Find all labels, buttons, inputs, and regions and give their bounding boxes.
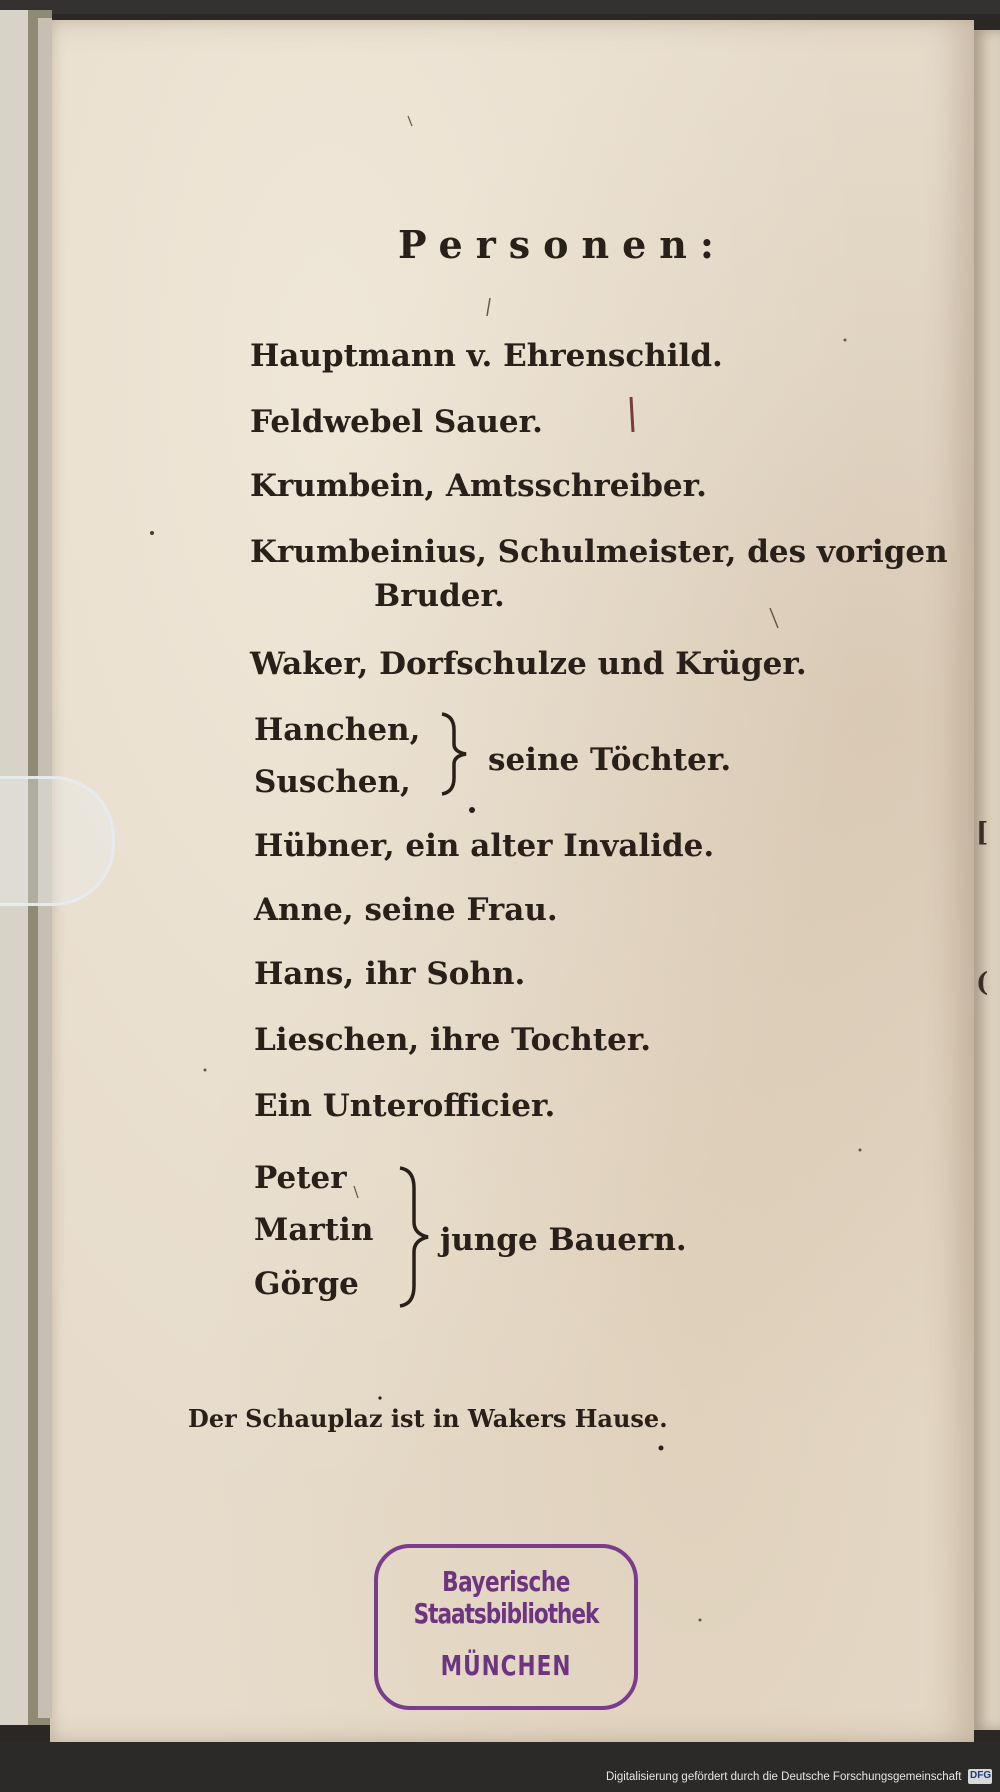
setting-note: Der Schauplaz ist in Wakers Hause.: [188, 1404, 668, 1433]
ink-mark: [770, 608, 778, 628]
ink-mark: [408, 116, 412, 126]
cast-name: Peter: [254, 1160, 347, 1196]
ink-mark: [354, 1186, 358, 1198]
ink-speck: [844, 339, 847, 342]
ink-speck: [859, 1149, 862, 1152]
curly-brace: [392, 1164, 434, 1310]
ink-speck: [378, 1396, 381, 1399]
page-clip: [0, 776, 115, 906]
cast-line: Anne, seine Frau.: [254, 892, 558, 928]
ink-mark: [631, 397, 633, 432]
cast-line: Waker, Dorfschulze und Krüger.: [250, 646, 807, 682]
brace-stroke: [442, 714, 466, 794]
cast-name: Hanchen,: [254, 712, 421, 748]
cast-group-label: seine Töchter.: [488, 742, 732, 778]
cast-line: Hans, ihr Sohn.: [254, 956, 526, 992]
scan-bottom-edge: [0, 1742, 1000, 1792]
dfg-logo-text: DFG: [970, 1770, 992, 1781]
cast-group-label: junge Bauern.: [440, 1222, 687, 1258]
curly-brace: [436, 710, 472, 798]
ink-speck: [469, 807, 475, 813]
digitization-credit: Digitalisierung gefördert durch die Deutsche Forschungsgemeinschaft: [606, 1771, 962, 1783]
ink-speck: [699, 1619, 702, 1622]
facing-page-glyph: (: [976, 968, 989, 998]
ink-speck: [204, 1069, 207, 1072]
ink-speck: [150, 531, 154, 535]
cast-line: Krumbein, Amtsschreiber.: [250, 468, 707, 504]
cast-name: Görge: [254, 1266, 359, 1302]
stamp-line-2: Staatsbibliothek: [413, 1597, 599, 1631]
cast-line: Ein Unterofficier.: [254, 1088, 556, 1124]
cast-line-continuation: Bruder.: [374, 578, 505, 614]
page-heading: Personen:: [398, 222, 727, 267]
cast-line: Lieschen, ihre Tochter.: [254, 1022, 652, 1058]
cast-line: Hübner, ein alter Invalide.: [254, 828, 715, 864]
facing-page-glyph: [: [976, 818, 989, 848]
cast-name: Suschen,: [254, 764, 411, 800]
ink-speck: [659, 1446, 664, 1451]
stamp-line-1: Bayerische: [442, 1565, 570, 1599]
cast-line: Feldwebel Sauer.: [250, 404, 543, 440]
library-stamp: [374, 1544, 638, 1710]
cast-line: Hauptmann v. Ehrenschild.: [250, 338, 723, 374]
cast-line: Krumbeinius, Schulmeister, des vorigen: [250, 534, 948, 570]
brace-stroke: [400, 1168, 428, 1306]
ink-mark: [487, 298, 490, 316]
stamp-line-3: MÜNCHEN: [440, 1649, 572, 1683]
cast-name: Martin: [254, 1212, 374, 1248]
